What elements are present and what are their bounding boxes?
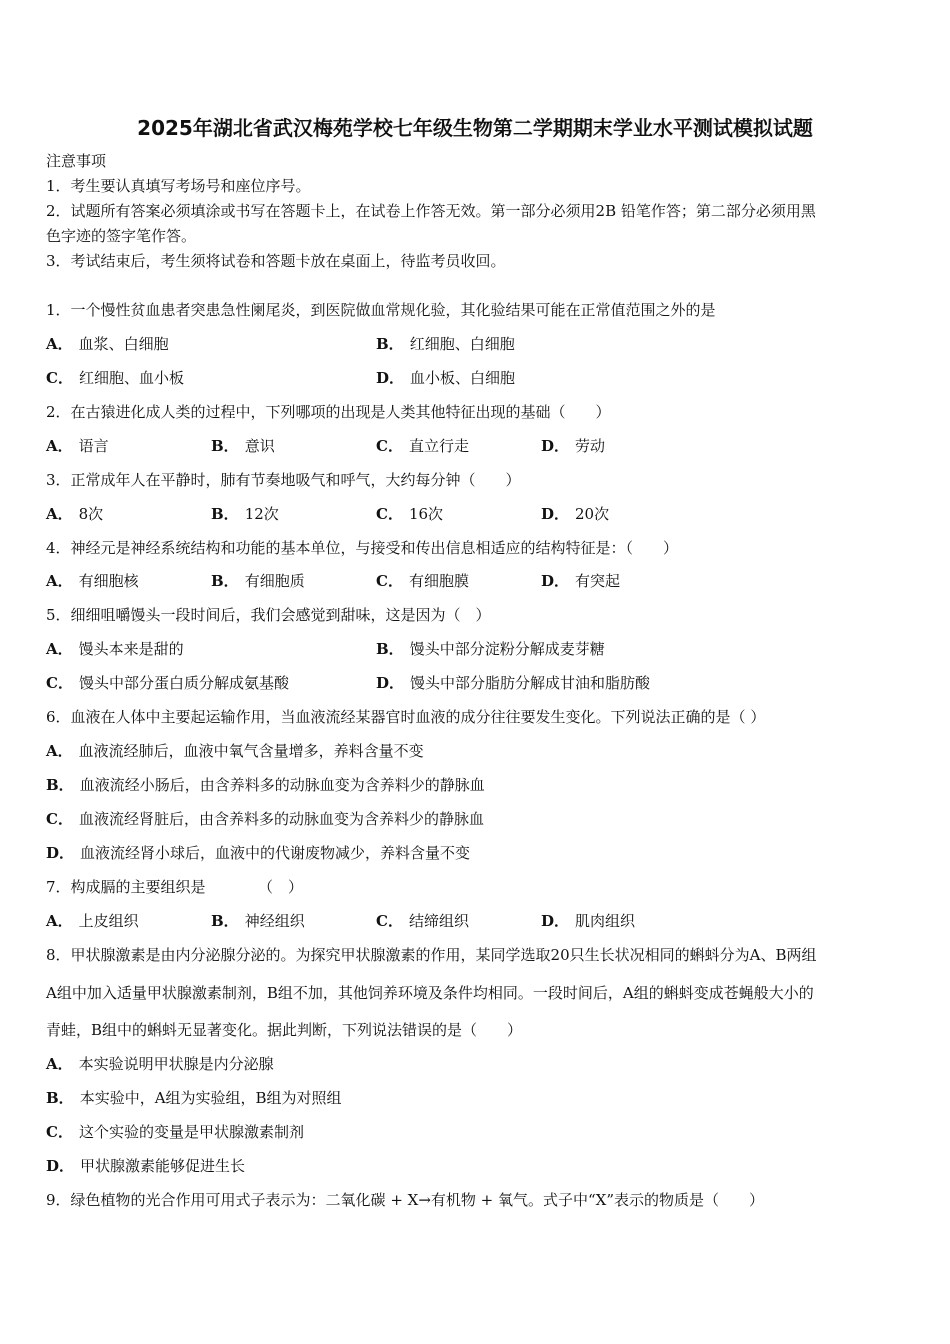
option-a[interactable]: A． 上皮组织 xyxy=(46,912,139,930)
option-b[interactable]: B． 血液流经小肠后，由含养料多的动脉血变为含养料少的静脉血 xyxy=(46,776,485,794)
option-c[interactable]: C． 血液流经肾脏后，由含养料多的动脉血变为含养料少的静脉血 xyxy=(46,810,484,828)
option-b[interactable]: B． 意识 xyxy=(211,437,275,455)
notice-item: 1．考生要认真填写考场号和座位序号。 xyxy=(46,177,311,195)
option-d[interactable]: D． 血小板、白细胞 xyxy=(376,369,516,387)
option-c[interactable]: C． 馒头中部分蛋白质分解成氨基酸 xyxy=(46,674,289,692)
option-a[interactable]: A． 本实验说明甲状腺是内分泌腺 xyxy=(46,1055,274,1073)
option-d[interactable]: D． 有突起 xyxy=(541,572,621,590)
option-a[interactable]: A． 语言 xyxy=(46,437,109,455)
notice-item: 2．试题所有答案必须填涂或书写在答题卡上，在试卷上作答无效。第一部分必须用2B 铅笔作答；第二部分必须用黑 xyxy=(46,202,816,220)
option-b[interactable]: B． 12次 xyxy=(211,505,279,523)
option-d[interactable]: D． 肌肉组织 xyxy=(541,912,636,930)
option-c[interactable]: C． 结缔组织 xyxy=(376,912,469,930)
option-b[interactable]: B． 本实验中，A组为实验组，B组为对照组 xyxy=(46,1089,342,1107)
option-a[interactable]: A． 血浆、白细胞 xyxy=(46,335,169,353)
question-stem: 4．神经元是神经系统结构和功能的基本单位，与接受和传出信息相适应的结构特征是：（ ） xyxy=(46,539,679,557)
question-stem: 2．在古猿进化成人类的过程中，下列哪项的出现是人类其他特征出现的基础（ ） xyxy=(46,403,611,421)
notice-heading: 注意事项 xyxy=(46,152,107,170)
option-c[interactable]: C． 直立行走 xyxy=(376,437,469,455)
question-stem: 1．一个慢性贫血患者突患急性阑尾炎，到医院做血常规化验，其化验结果可能在正常值范围之外的是 xyxy=(46,301,716,319)
option-d[interactable]: D． 馒头中部分脂肪分解成甘油和脂肪酸 xyxy=(376,674,651,692)
option-a[interactable]: A． 8次 xyxy=(46,505,104,523)
notice-item: 色字迹的签字笔作答。 xyxy=(46,227,197,245)
page-title: 2025年湖北省武汉梅苑学校七年级生物第二学期期末学业水平测试模拟试题 xyxy=(137,116,813,140)
option-a[interactable]: A． 馒头本来是甜的 xyxy=(46,640,184,658)
option-d[interactable]: D． 甲状腺激素能够促进生长 xyxy=(46,1157,246,1175)
option-c[interactable]: C． 这个实验的变量是甲状腺激素制剂 xyxy=(46,1123,304,1141)
option-b[interactable]: B． 馒头中部分淀粉分解成麦芽糖 xyxy=(376,640,605,658)
option-a[interactable]: A． 血液流经肺后，血液中氧气含量增多，养料含量不变 xyxy=(46,742,424,760)
question-stem: 6．血液在人体中主要起运输作用，当血液流经某器官时血液的成分往往要发生变化。下列说法正确的是（ ） xyxy=(46,708,766,726)
option-a[interactable]: A． 有细胞核 xyxy=(46,572,139,590)
option-c[interactable]: C． 16次 xyxy=(376,505,444,523)
notice-item: 3．考试结束后，考生须将试卷和答题卡放在桌面上，待监考员收回。 xyxy=(46,252,506,270)
question-stem: 9．绿色植物的光合作用可用式子表示为：二氧化碳 + X→有机物 + 氧气。式子中“X”表示的物质是（ ） xyxy=(46,1191,765,1209)
option-b[interactable]: B． 神经组织 xyxy=(211,912,305,930)
option-c[interactable]: C． 红细胞、血小板 xyxy=(46,369,184,387)
question-stem: 5．细细咀嚼馒头一段时间后，我们会感觉到甜味，这是因为（ ） xyxy=(46,606,491,624)
question-stem: 青蛙，B组中的蝌蚪无显著变化。据此判断，下列说法错误的是（ ） xyxy=(46,1021,523,1039)
option-c[interactable]: C． 有细胞膜 xyxy=(376,572,469,590)
question-stem: 7．构成膈的主要组织是 （ ） xyxy=(46,878,304,896)
option-b[interactable]: B． 有细胞质 xyxy=(211,572,305,590)
option-d[interactable]: D． 劳动 xyxy=(541,437,606,455)
option-d[interactable]: D． 血液流经肾小球后，血液中的代谢废物减少，养料含量不变 xyxy=(46,844,471,862)
question-stem: A组中加入适量甲状腺激素制剂，B组不加，其他饲养环境及条件均相同。一段时间后，A组的蝌蚪变成苍蝇般大小的 xyxy=(46,984,814,1002)
option-b[interactable]: B． 红细胞、白细胞 xyxy=(376,335,515,353)
question-stem: 3．正常成年人在平静时，肺有节奏地吸气和呼气，大约每分钟（ ） xyxy=(46,471,521,489)
question-stem: 8．甲状腺激素是由内分泌腺分泌的。为探究甲状腺激素的作用，某同学选取20只生长状况相同的蝌蚪分为A、B两组 xyxy=(46,946,817,964)
option-d[interactable]: D． 20次 xyxy=(541,505,610,523)
